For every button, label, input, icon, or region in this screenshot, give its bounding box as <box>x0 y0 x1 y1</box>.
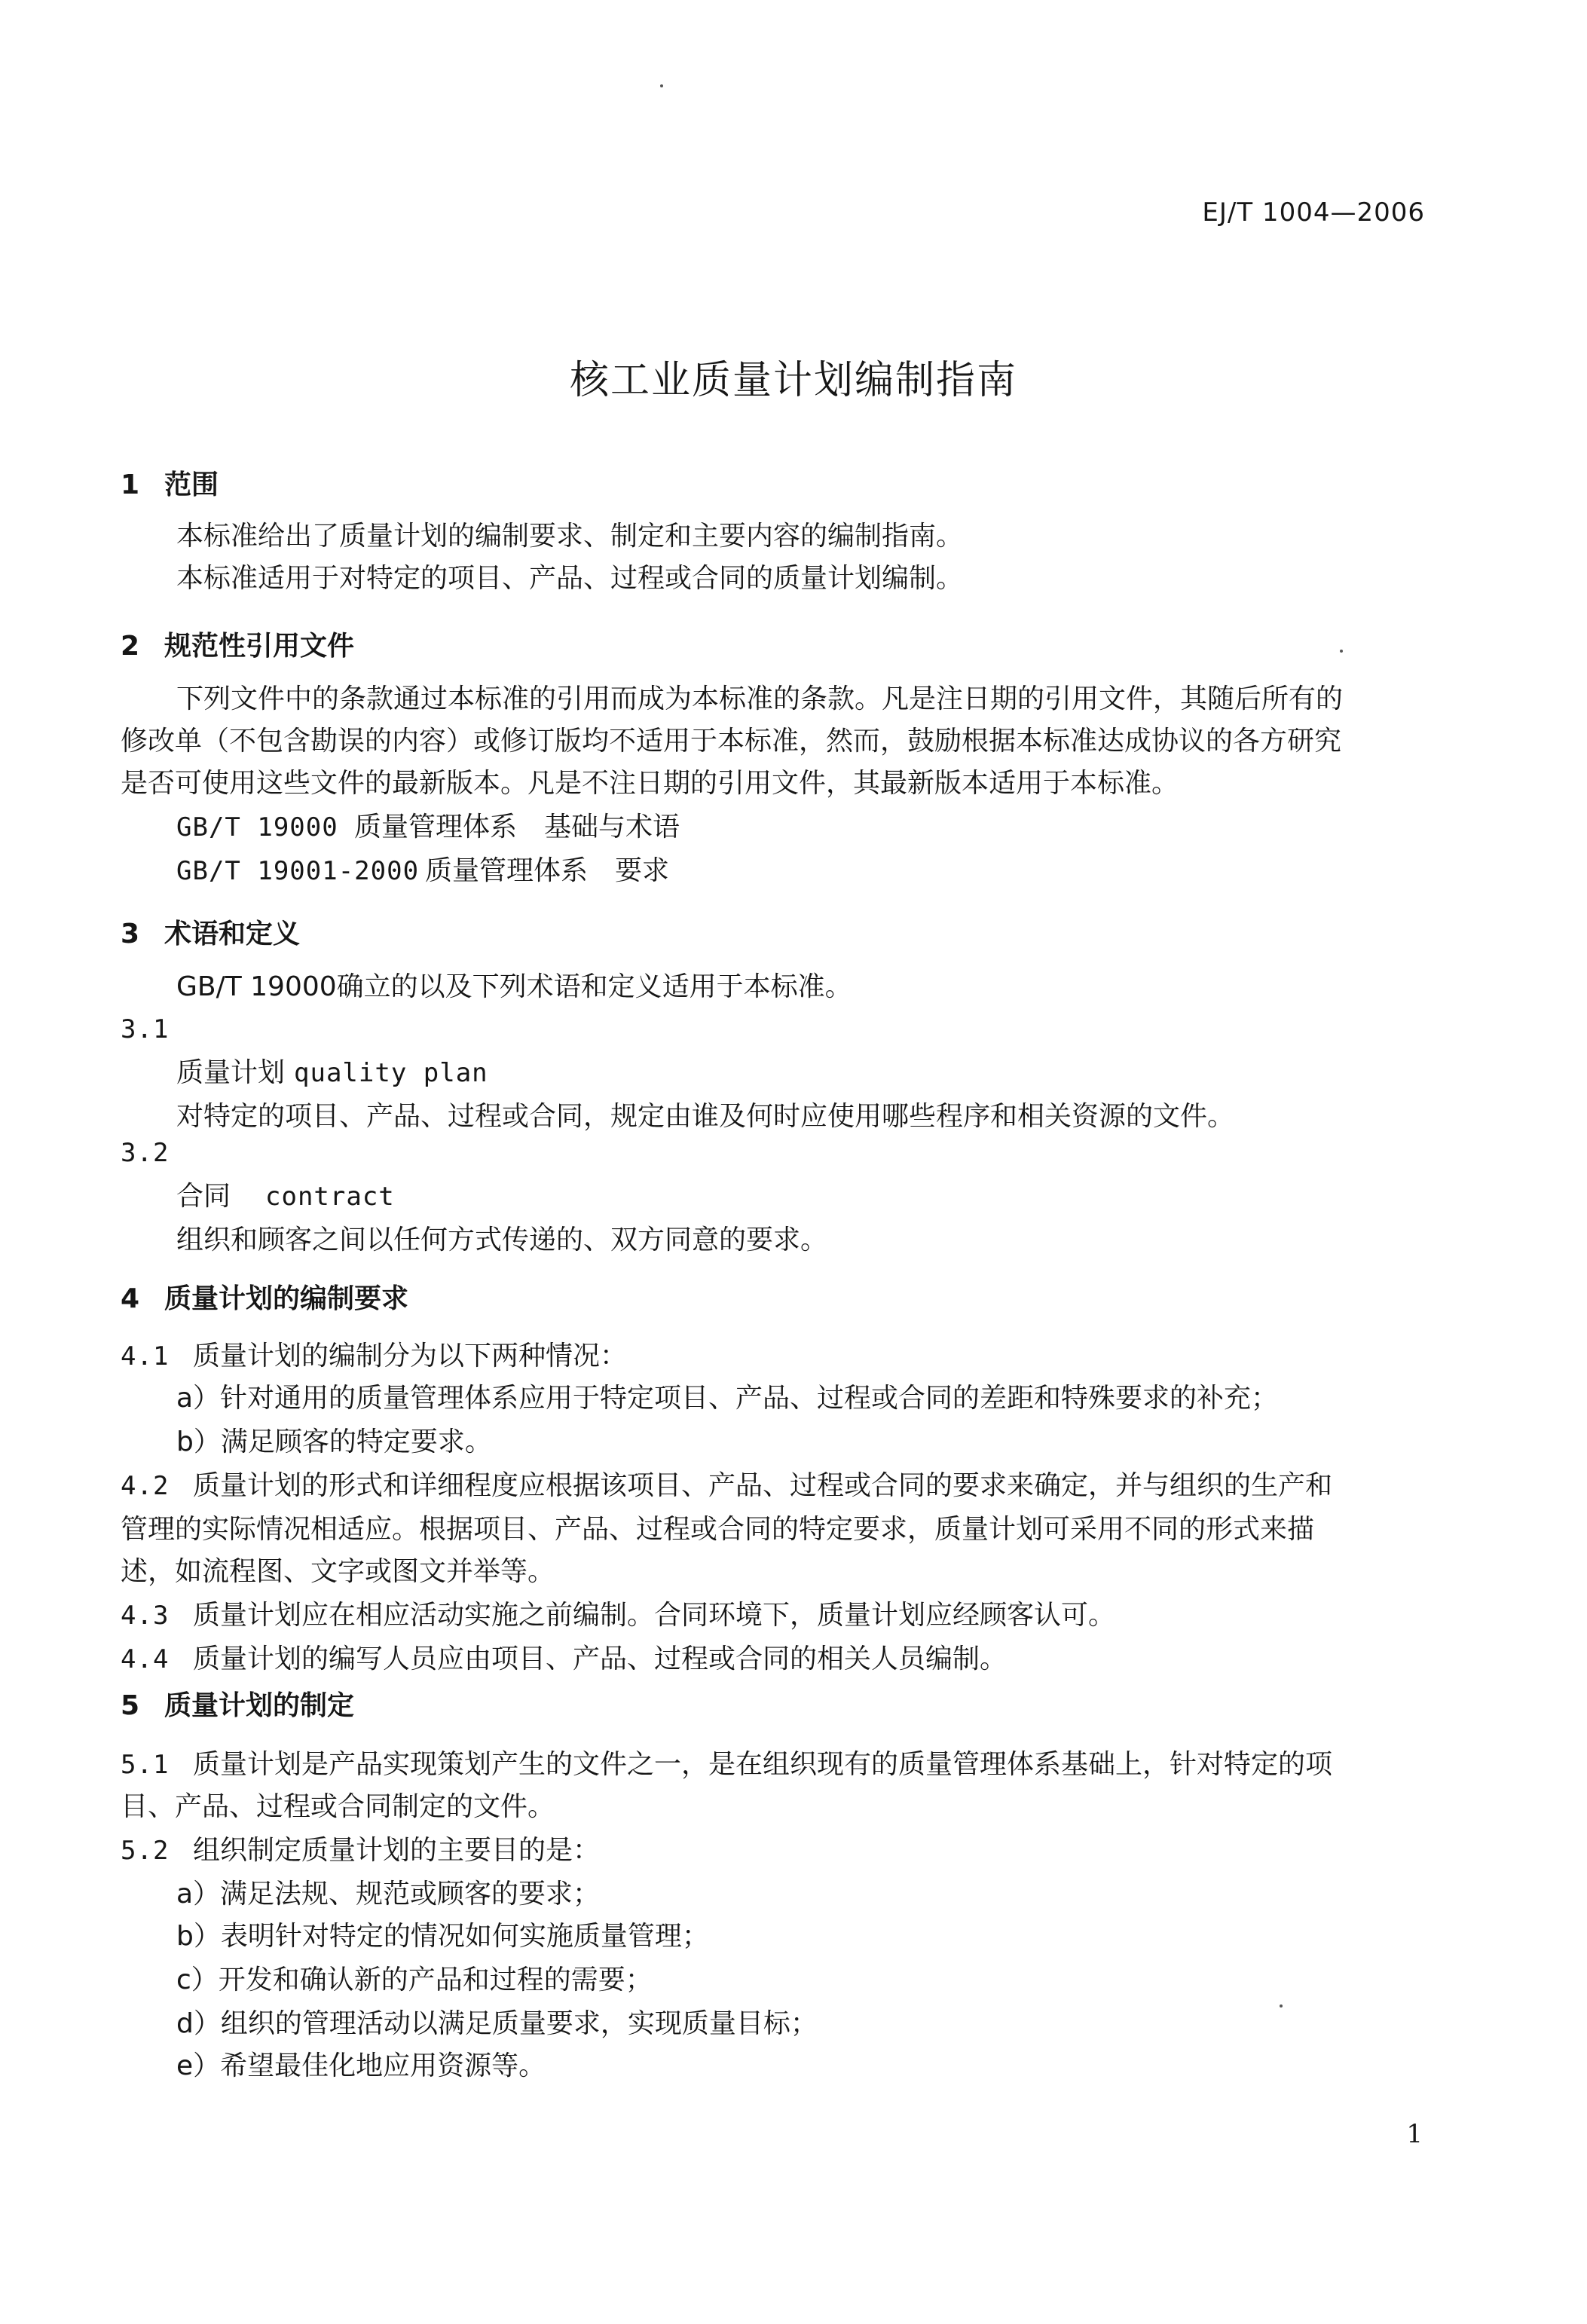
reference-code: GB/T 19000 <box>176 812 338 842</box>
term-en: quality plan <box>294 1058 488 1088</box>
clause-text: 质量计划的编制分为以下两种情况： <box>193 1341 628 1371</box>
clause-4-3 <box>121 1599 1115 1632</box>
section-title: 质量计划的编制要求 <box>164 1283 409 1314</box>
clause-4-1-item-b: b）满足顾客的特定要求。 <box>176 1427 492 1457</box>
section-1-heading <box>121 469 219 502</box>
clause-4-2-line-3: 述，如流程图、文字或图文并举等。 <box>121 1556 555 1587</box>
clause-text: 质量计划应在相应活动实施之前编制。合同环境下，质量计划应经顾客认可。 <box>193 1600 1116 1631</box>
section-title: 术语和定义 <box>164 919 301 949</box>
clause-5-1-line-2: 目、产品、过程或合同制定的文件。 <box>121 1791 555 1822</box>
section-number: 4 <box>121 1283 140 1314</box>
section-4-heading <box>121 1283 408 1316</box>
section-number: 3 <box>121 919 140 949</box>
clause-number: 4.2 <box>121 1471 170 1501</box>
clause-number: 4.1 <box>121 1341 170 1371</box>
clause-text: 组织制定质量计划的主要目的是： <box>193 1835 601 1866</box>
clause-4-2-line-2: 管理的实际情况相适应。根据项目、产品、过程或合同的特定要求，质量计划可采用不同的形式来描 <box>121 1514 1315 1545</box>
document-title: 核工业质量计划编制指南 <box>569 358 1017 403</box>
clause-number: 5.2 <box>121 1836 170 1866</box>
section-5-heading <box>121 1689 354 1723</box>
clause-text: 质量计划的编写人员应由项目、产品、过程或合同的相关人员编制。 <box>193 1644 1008 1674</box>
clause-5-2-item-c: c）开发和确认新的产品和过程的需要； <box>176 1965 653 1995</box>
term-3-1-definition: 对特定的项目、产品、过程或合同，规定由谁及何时应使用哪些程序和相关资源的文件。 <box>176 1101 1235 1132</box>
section-number: 5 <box>121 1690 140 1721</box>
clause-4-1 <box>121 1340 627 1373</box>
scan-speck <box>660 84 663 87</box>
section-title: 规范性引用文件 <box>164 631 355 662</box>
term-3-2-definition: 组织和顾客之间以任何方式传递的、双方同意的要求。 <box>176 1225 828 1255</box>
section-title: 质量计划的制定 <box>164 1690 355 1721</box>
section-number: 1 <box>121 469 140 500</box>
section-3-heading <box>121 918 300 951</box>
term-3-1-number: 3.1 <box>121 1014 170 1044</box>
clause-5-2-item-a: a）满足法规、规范或顾客的要求； <box>176 1879 601 1910</box>
term-3-2-number: 3.2 <box>121 1138 170 1168</box>
reference-code: GB/T 19001-2000 <box>176 856 420 886</box>
term-en: contract <box>265 1182 395 1212</box>
clause-4-1-item-a: a）针对通用的质量管理体系应用于特定项目、产品、过程或合同的差距和特殊要求的补充； <box>176 1383 1279 1414</box>
s2-paragraph-line-2: 修改单（不包含勘误的内容）或修订版均不适用于本标准，然而，鼓励根据本标准达成协议的各方研究 <box>121 726 1342 757</box>
standard-code: EJ/T 1004—2006 <box>1202 197 1425 228</box>
section-2-heading <box>121 630 354 663</box>
clause-5-2 <box>121 1834 600 1867</box>
section-number: 2 <box>121 631 140 662</box>
scan-speck <box>1280 2004 1283 2008</box>
clause-text: 质量计划是产品实现策划产生的文件之一，是在组织现有的质量管理体系基础上，针对特定的项 <box>193 1749 1333 1780</box>
reference-gbt19001 <box>176 855 669 888</box>
reference-title: 质量管理体系 要求 <box>425 855 670 886</box>
term-zh: 质量计划 <box>176 1057 286 1088</box>
clause-5-2-item-d: d）组织的管理活动以满足质量要求，实现质量目标； <box>176 2008 818 2039</box>
clause-number: 4.3 <box>121 1601 170 1631</box>
reference-title: 质量管理体系 基础与术语 <box>354 812 680 842</box>
clause-4-4 <box>121 1643 1007 1676</box>
term-contract <box>176 1180 395 1213</box>
term-zh: 合同 <box>176 1181 231 1212</box>
clause-number: 5.1 <box>121 1750 170 1780</box>
reference-gbt19000 <box>176 811 680 844</box>
s2-paragraph-line-1: 下列文件中的条款通过本标准的引用而成为本标准的条款。凡是注日期的引用文件，其随后所有的 <box>176 683 1344 714</box>
s1-paragraph-2: 本标准适用于对特定的项目、产品、过程或合同的质量计划编制。 <box>176 563 964 594</box>
scan-speck <box>1340 650 1343 653</box>
clause-text: 质量计划的形式和详细程度应根据该项目、产品、过程或合同的要求来确定，并与组织的生产和 <box>193 1470 1333 1501</box>
clause-5-2-item-b: b）表明针对特定的情况如何实施质量管理； <box>176 1921 709 1952</box>
clause-5-2-item-e: e）希望最佳化地应用资源等。 <box>176 2050 546 2081</box>
s3-intro: GB/T 19000确立的以及下列术语和定义适用于本标准。 <box>176 971 852 1002</box>
clause-number: 4.4 <box>121 1644 170 1674</box>
clause-4-2-line-1 <box>121 1469 1332 1503</box>
s1-paragraph-1: 本标准给出了质量计划的编制要求、制定和主要内容的编制指南。 <box>176 521 964 552</box>
s2-paragraph-line-3: 是否可使用这些文件的最新版本。凡是不注日期的引用文件，其最新版本适用于本标准。 <box>121 768 1179 799</box>
term-quality-plan <box>176 1057 488 1090</box>
clause-5-1-line-1 <box>121 1748 1332 1781</box>
page-number: 1 <box>1406 2119 1423 2149</box>
section-title: 范围 <box>164 469 219 500</box>
